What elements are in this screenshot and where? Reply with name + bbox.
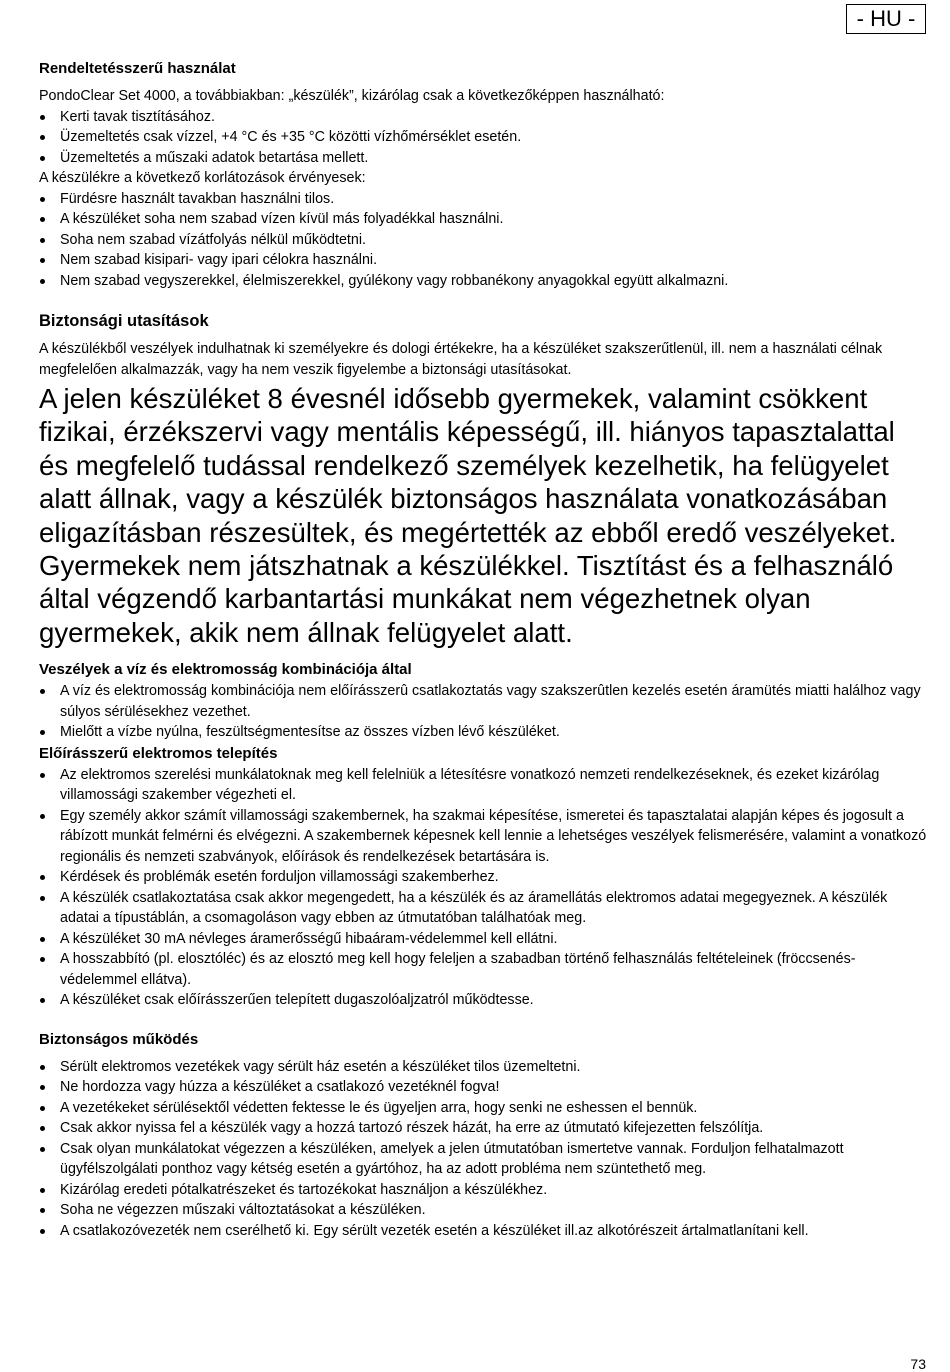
list-item: Fürdésre használt tavakban használni tilos. — [39, 189, 927, 210]
list-item: Sérült elektromos vezetékek vagy sérült ház esetén a készüléket tilos üzemeltetni. — [39, 1057, 927, 1078]
list-item: A csatlakozóvezeték nem cserélhető ki. Egy sérült vezeték esetén a készüléket ill.az alkotórészeit ártalmatlanítani kell. — [39, 1221, 927, 1242]
list-item: A készüléket soha nem szabad vízen kívül más folyadékkal használni. — [39, 209, 927, 230]
child-safety-warning: A jelen készüléket 8 évesnél idősebb gyermekek, valamint csökkent fizikai, érzékszervi vagy mentális képességű, ill. hiányos tapasztalattal és megfelelő tudással rendelkező személyek kezelhetik, ha felügyelet alatt állnak, vagy a készülék biztonságos használata vonatkozásában eligazításban részesültek, és megértették az ebből eredő veszélyeket. Gyermekek nem játszhatnak a készülékkel. Tisztítást és a felhasználó által végzendő karbantartási munkákat nem végezhetnek olyan gyermekek, akik nem állnak felügyelet alatt. — [39, 383, 897, 648]
safe-operation-list — [39, 1057, 927, 1242]
heading-safe-operation: Biztonságos működés — [39, 1030, 199, 1048]
list-item: Ne hordozza vagy húzza a készüléket a csatlakozó vezetéknél fogva! — [39, 1077, 927, 1098]
restrictions-list — [39, 189, 927, 292]
restrictions-intro: A készülékre a következő korlátozások érvényesek: — [39, 170, 366, 186]
list-item: Nem szabad vegyszerekkel, élelmiszerekkel, gyúlékony vagy robbanékony anyagokkal együtt alkalmazni. — [39, 271, 927, 292]
list-item: Az elektromos szerelési munkálatoknak meg kell felelniük a létesítésre vonatkozó nemzeti rendelkezéseknek, és ezeket kizárólag villamossági szakember végezheti el. — [39, 765, 927, 806]
list-item: Kizárólag eredeti pótalkatrészeket és tartozékokat használjon a készülékhez. — [39, 1180, 927, 1201]
heading-safety-instructions: Biztonsági utasítások — [39, 312, 209, 330]
list-item: A készüléket csak előírásszerűen telepített dugaszolóaljzatról működtesse. — [39, 990, 927, 1011]
intended-use-intro: PondoClear Set 4000, a továbbiakban: „készülék”, kizárólag csak a következőképpen használható: — [39, 88, 665, 104]
list-item: A készülék csatlakoztatása csak akkor megengedett, ha a készülék és az áramellátás elektromos adatai megegyeznek. A készülék adatai a típustáblán, a csomagoláson vagy ebben az útmutatóban találhatóak meg. — [39, 888, 927, 929]
list-item: A hosszabbító (pl. elosztóléc) és az elosztó meg kell hogy feleljen a szabadban történő felhasználás feltételeinek (fröccsenés-védelemmel ellátva). — [39, 949, 927, 990]
document-body — [39, 58, 927, 1241]
list-item: Üzemeltetés a műszaki adatok betartása mellett. — [39, 148, 927, 169]
list-item: Csak akkor nyissa fel a készülék vagy a hozzá tartozó részek házát, ha erre az útmutató kifejezetten felszólítja. — [39, 1118, 927, 1139]
list-item: Csak olyan munkálatokat végezzen a készüléken, amelyek a jelen útmutatóban ismertetve vannak. Forduljon felhatalmazott ügyfélszolgálati ponthoz vagy kétség esetén a gyártóhoz, ha az adott probléma nem szüntethető meg. — [39, 1139, 927, 1180]
page-number: 73 — [910, 1356, 926, 1372]
list-item: Mielőtt a vízbe nyúlna, feszültségmentesítse az összes vízben lévő készüléket. — [39, 722, 927, 743]
list-item: Üzemeltetés csak vízzel, +4 °C és +35 °C közötti vízhőmérséklet esetén. — [39, 127, 927, 148]
list-item: A víz és elektromosság kombinációja nem előírásszerû csatlakoztatás vagy szakszerûtlen kezelés esetén áramütés miatti halálhoz vagy súlyos sérülésekhez vezethet. — [39, 681, 927, 722]
list-item: A vezetékeket sérülésektől védetten fektesse le és ügyeljen arra, hogy senki ne eshessen el bennük. — [39, 1098, 927, 1119]
list-item: Soha ne végezzen műszaki változtatásokat a készüléken. — [39, 1200, 927, 1221]
list-item: Nem szabad kisipari- vagy ipari célokra használni. — [39, 250, 927, 271]
heading-intended-use: Rendeltetésszerű használat — [39, 60, 236, 77]
list-item: Kérdések és problémák esetén forduljon villamossági szakemberhez. — [39, 867, 927, 888]
language-label: - HU - — [846, 4, 926, 34]
list-item: Egy személy akkor számít villamossági szakembernek, ha szakmai képesítése, ismeretei és tapasztalatai alapján képes és jogosult a rábízott munkát felmérni és elvégezni. A szakembernek képesnek kell lennie a lehetséges veszélyek felismerésére, valamint a vonatkozó regionális és nemzeti szabványok, előírások és rendelkezések betartására is. — [39, 806, 927, 868]
safety-paragraph: A készülékből veszélyek indulhatnak ki személyekre és dologi értékekre, ha a készüléket szakszerűtlenül, ill. nem a használati célnak megfelelően alkalmazzák, vagy ha nem veszik figyelembe a biztonsági utasításokat. — [39, 341, 883, 378]
heading-electrical-installation: Előírásszerű elektromos telepítés — [39, 744, 278, 762]
electrical-installation-list — [39, 765, 927, 1011]
intended-use-list — [39, 107, 927, 169]
list-item: A készüléket 30 mA névleges áramerősségű hibaáram-védelemmel kell ellátni. — [39, 929, 927, 950]
heading-water-electricity: Veszélyek a víz és elektromosság kombinációja által — [39, 661, 412, 679]
list-item: Soha nem szabad vízátfolyás nélkül működtetni. — [39, 230, 927, 251]
list-item: Kerti tavak tisztításához. — [39, 107, 927, 128]
water-electricity-list — [39, 681, 927, 743]
